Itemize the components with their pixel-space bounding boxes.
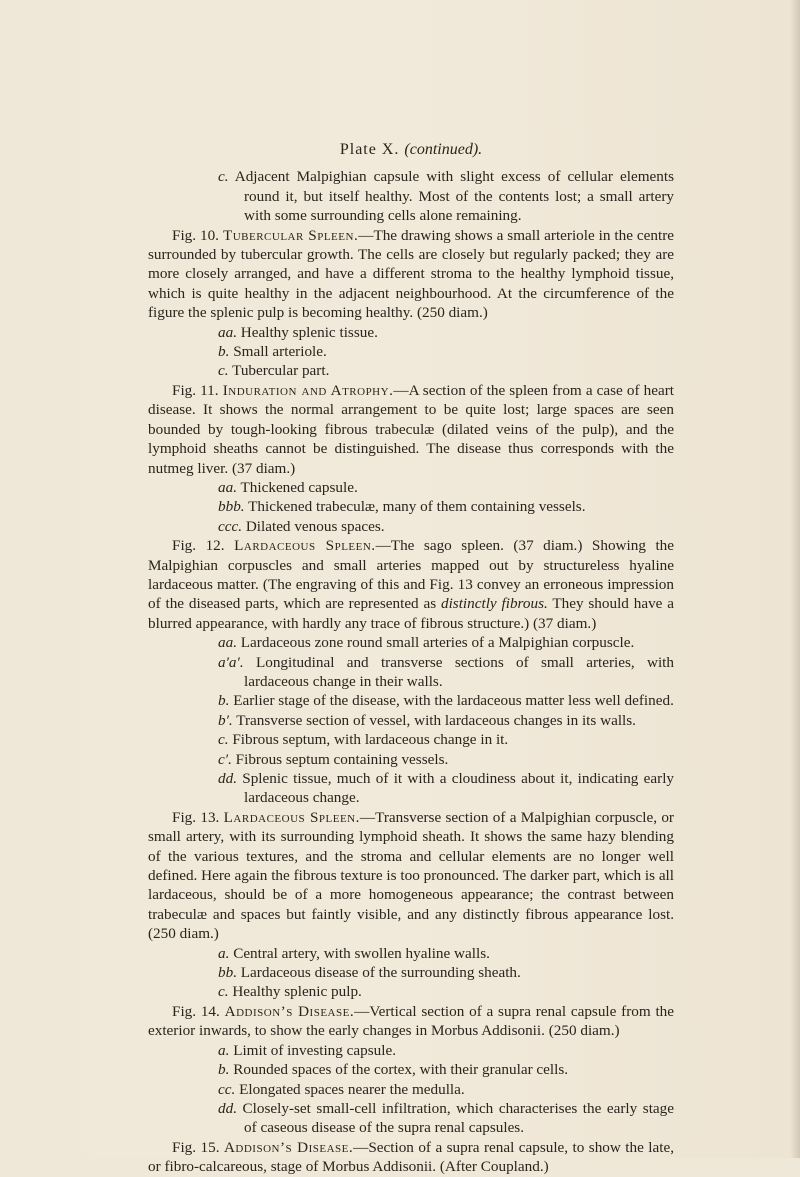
item-text: Thickened capsule.: [240, 478, 358, 496]
item-label: bbb.: [218, 498, 245, 516]
item-text: Closely-set small-cell infiltration, which characterises the early stage of caseous disease of the supra renal capsules.: [242, 1099, 675, 1137]
list-item: [148, 750, 674, 769]
item-text: Limit of investing capsule.: [233, 1041, 397, 1059]
item-text: Thickened trabeculæ, many of them containing vessels.: [248, 498, 586, 516]
item-label: aa.: [218, 323, 237, 341]
item-label: dd.: [218, 770, 237, 787]
item-text: Elongated spaces nearer the medulla.: [239, 1080, 465, 1098]
item-label: cc.: [218, 1080, 236, 1098]
plate-label: Plate X.: [339, 141, 400, 158]
item-label: c.: [218, 731, 229, 749]
list-item: [148, 691, 674, 710]
figure-description: —The drawing shows a small arteriole in the centre surrounded by tubercular growth. The cells are closely but regularly packed; they are more closely arranged, and have a different stroma to the healthy lymphoid tissue, which is quite healthy in the adjacent neighbourhood. At the circumference of the figure the splenic pulp is becoming healthy. (250 diam.): [148, 226, 675, 322]
page-body: [148, 140, 674, 1177]
figure-12-paragraph: [148, 536, 674, 633]
list-item: [148, 944, 674, 963]
list-item: [148, 323, 674, 342]
figure-heading: Addison’s Disease.: [224, 1002, 355, 1020]
list-item: [148, 497, 674, 516]
figure-description: —Transverse section of a Malpighian corpuscle, or small artery, with its surrounding lymphoid sheath. It shows the same hazy blending of the various textures, and the stroma and cellular elements are no longer well defined. Here again the fibrous texture is too pronounced. The darker part, which is all lardaceous, should be of a more homogeneous appearance; the contrast between trabeculæ and spaces but faintly visible, and any distinctly fibrous appearance lost. (250 diam.): [148, 808, 674, 943]
list-item: [148, 653, 674, 692]
item-text: Fibrous septum containing vessels.: [235, 750, 449, 768]
item-label: c.: [218, 983, 229, 1001]
list-item: [148, 1099, 674, 1138]
item-text: Dilated venous spaces.: [245, 517, 385, 535]
item-text: Central artery, with swollen hyaline walls.: [233, 944, 490, 962]
figure-heading: Induration and Atrophy.: [222, 381, 394, 399]
figure-heading: Addison’s Disease.: [223, 1138, 354, 1156]
item-label: c′.: [218, 750, 232, 768]
item-text: Tubercular part.: [232, 362, 330, 380]
item-label: a.: [218, 944, 230, 962]
list-item: [148, 963, 674, 982]
item-text: Adjacent Malpighian capsule with slight excess of cellular elements round it, but itself healthy. Most of the contents lost; a small artery with some surrounding cells alone remaining.: [234, 168, 674, 225]
figure-number: Fig. 10.: [172, 226, 219, 244]
item-text: Lardaceous disease of the surrounding sheath.: [240, 964, 521, 982]
figure-description: —Section of a supra renal capsule, to show the late, or fibro-calcareous, stage of Morbus Addisonii. (After Coupland.): [148, 1138, 675, 1176]
list-item: [148, 769, 674, 808]
list-item: [148, 361, 674, 380]
list-item: [148, 730, 674, 749]
item-label: c.: [218, 362, 229, 380]
figure-number: Fig. 11.: [172, 381, 219, 399]
item-text: Small arteriole.: [233, 343, 327, 361]
list-item: [148, 517, 674, 536]
figure-14-paragraph: [148, 1002, 674, 1041]
item-label: b′.: [218, 711, 233, 729]
figure-number: Fig. 12.: [172, 537, 225, 555]
figure-heading: Lardaceous Spleen.: [234, 537, 376, 555]
item-text: Transverse section of vessel, with lardaceous changes in its walls.: [236, 711, 636, 729]
list-item: [148, 633, 674, 652]
list-item: [148, 1041, 674, 1060]
figure-number: Fig. 14.: [172, 1002, 220, 1020]
item-text: Fibrous septum, with lardaceous change in it.: [232, 731, 509, 749]
item-text: Healthy splenic tissue.: [240, 323, 378, 341]
figure-description-continued: They should have a blurred appearance, with hardly any trace of fibrous structure.) (37 diam.): [148, 595, 674, 632]
item-label: b.: [218, 343, 230, 361]
item-text: Longitudinal and transverse sections of small arteries, with lardaceous change in their walls.: [244, 653, 674, 690]
item-label: dd.: [218, 1099, 237, 1117]
list-item: [148, 982, 674, 1001]
figure-heading: Tubercular Spleen.: [222, 226, 359, 244]
list-item: [148, 711, 674, 730]
item-text: Rounded spaces of the cortex, with their granular cells.: [233, 1061, 569, 1079]
figure-11-paragraph: [148, 381, 674, 478]
figure-description: —A section of the spleen from a case of heart disease. It shows the normal arrangement to be quite lost; large spaces are seen bounded by tough-looking fibrous trabeculæ (dilated veins of the pulp), and the lymphoid sheaths cannot be distinguished. The disease thus corresponds with the nutmeg liver. (37 diam.): [148, 381, 675, 477]
item-label: a′a′.: [218, 653, 244, 671]
list-item: [148, 478, 674, 497]
list-item: [148, 1060, 674, 1079]
figure-description: —The sago spleen. (37 diam.) Showing the Malpighian corpuscles and small arteries mapped out by structureless hyaline lardaceous matter. (The engraving of this and Fig. 13 convey an erroneous impression of the diseased parts, which are represented as: [148, 537, 675, 613]
item-text: Earlier stage of the disease, with the lardaceous matter less well defined.: [233, 692, 674, 710]
figure-description: —Vertical section of a supra renal capsule from the exterior inwards, to show the early changes in Morbus Addisonii. (250 diam.): [148, 1002, 675, 1040]
item-label: b.: [218, 692, 230, 710]
plate-continued: (continued).: [404, 141, 483, 158]
item-label: bb.: [218, 964, 237, 982]
figure-13-paragraph: [148, 808, 674, 944]
item-label: a.: [218, 1041, 230, 1059]
list-item: [148, 167, 674, 225]
item-text: Healthy splenic pulp.: [232, 983, 362, 1001]
list-item: [148, 1080, 674, 1099]
figure-heading: Lardaceous Spleen.: [223, 808, 360, 826]
item-label: b.: [218, 1061, 230, 1079]
page-title: [148, 140, 674, 159]
item-text: Splenic tissue, much of it with a cloudiness about it, indicating early lardaceous change.: [242, 770, 675, 807]
item-label: c.: [218, 168, 229, 186]
item-text: Lardaceous zone round small arteries of a Malpighian corpuscle.: [240, 634, 635, 652]
figure-number: Fig. 15.: [172, 1138, 220, 1156]
figure-description-emphasis: distinctly fibrous.: [440, 595, 548, 613]
page-edge-shadow: [790, 0, 800, 1158]
item-label: aa.: [218, 634, 237, 652]
figure-number: Fig. 13.: [172, 808, 220, 826]
list-item: [148, 342, 674, 361]
figure-10-paragraph: [148, 226, 674, 323]
item-label: ccc.: [218, 517, 243, 535]
item-label: aa.: [218, 478, 237, 496]
figure-15-paragraph: [148, 1138, 674, 1177]
